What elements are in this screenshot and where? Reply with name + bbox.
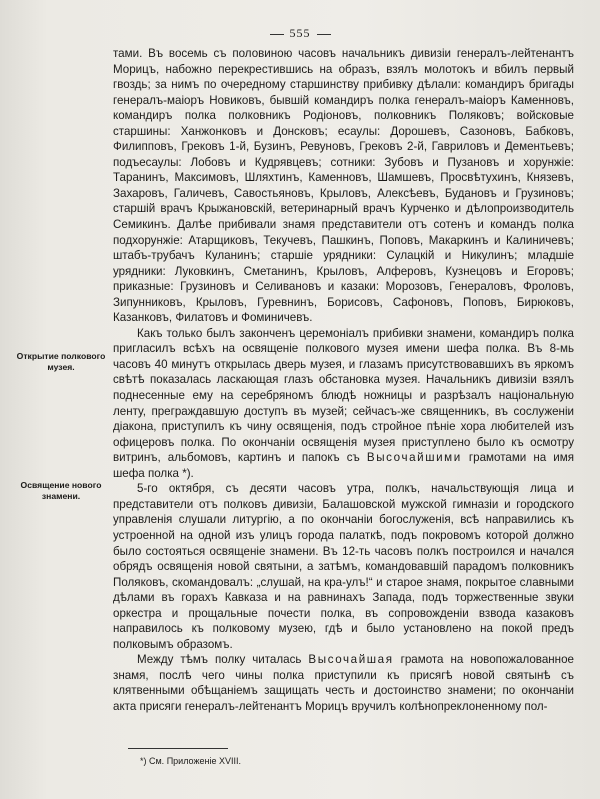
paragraph-museum-end: грамотами на имя шефа полка *). [113, 451, 574, 480]
paragraph-oath-text: Между тѣмъ полку читалась [137, 653, 302, 667]
paragraph-consecration: 5-го октября, съ десяти часовъ утра, полкъ, начальствующія лица и представители отъ полковъ дивизіи, Балашовской мужской гимназіи и городского управленія слушали литургію, а по окончаніи богослуженія, всѣ направились къ устроенной на одной изъ улицъ города палаткѣ, подъ покровомъ которой должно было состояться освященіе знамени. Въ 12-ть часовъ полкъ построился и начался обрядъ освященія новой святыни, а затѣмъ, командовавшій парадомъ полковникъ Поляковъ, скомандовалъ: „слушай, на кра-улъ!“ и старое знамя, покрытое славными дѣлами въ горахъ Кавказа и на равнинахъ Запада, подъ торжественные звуки оркестра и прощальные почести полка, въ сопровожденіи взвода казаковъ направилось къ полковому музею, гдѣ и было установлено на покой предъ полковымъ образомъ. [113, 482, 574, 651]
page-number-dash-right [317, 34, 331, 35]
paragraph-museum [113, 326, 574, 481]
paragraph-oath-spaced: Высочайшая [308, 653, 394, 667]
footnote-divider [128, 748, 228, 749]
body-text [113, 46, 574, 715]
paragraph-oath [113, 652, 574, 714]
paragraph-museum-spaced: Высочайшими [366, 451, 462, 465]
page-number [0, 26, 600, 41]
page-number-dash-left [270, 34, 284, 35]
footnote: *) См. Приложеніе XVIII. [140, 756, 241, 766]
margin-note-banner: Освящение нового знамени. [20, 480, 102, 501]
page-number-text: 555 [289, 26, 311, 40]
paragraph-oath-end: грамота на новопожалованное знамя, послѣ чего чины полка приступили къ присягѣ новой святынѣ съ клятвенными обѣщаніемъ защищать честь и достоинство знамени; по окончаніи акта присяги генералъ-лейтенантъ Морицъ вручилъ колѣнопреклоненному пол- [113, 653, 574, 713]
paragraph-museum-text: Какъ только былъ законченъ церемоніалъ прибивки знамени, командиръ полка пригласилъ всѣхъ на освященіе полкового музея имени шефа полка. Въ 8-мь часовъ 40 минутъ открылась дверь музея, и глазамъ присутствовавшихъ въ яркомъ свѣтѣ показалась ласкающая глазъ обстановка музея. Начальникъ дивизіи взялъ поднесенные ему на серебряномъ блюдѣ ножницы и разрѣзалъ національную ленту, преграждавшую доступъ въ музей; сейчасъ-же священникъ, въ сослуженіи діакона, приступилъ къ чину освященія, подъ стройное пѣніе хора любителей изъ офицеровъ полка. По окончаніи освященія музея приступлено было къ осмотру витринъ, альбомовъ, картинъ и папокъ съ [113, 326, 574, 465]
paragraph-nailing: тами. Въ восемь съ половиною часовъ начальникъ дивизіи генералъ-лейтенантъ Морицъ, набожно перекрестившись на образъ, взялъ молотокъ и вбилъ первый гвоздь; за нимъ по очередному старшинству прибивку дѣлали: командиръ бригады генералъ-маіоръ Новиковъ, бывшій командиръ полка генералъ-маіоръ Каменновъ, командиръ полка полковникъ Родіоновъ, полковникъ Поляковъ; войсковые старшины: Ханжонковъ и Донсковъ; есаулы: Дорошевъ, Сазоновъ, Бабковъ, Филипповъ, Грековъ 1-й, Бузинъ, Ревуновъ, Грековъ 2-й, Гавриловъ и Дементьевъ; подъесаулы: Лобовъ и Кудрявцевъ; сотники: Зубовъ и Пузановъ и хорунжіе: Таранинъ, Максимовъ, Шляхтинъ, Каменновъ, Шамшевъ, Просвѣтухинъ, Князевъ, Захаровъ, Галичевъ, Савостьяновъ, Крыловъ, Алексѣевъ, Будановъ и Грузиновъ; старшій врачъ Крыжановскій, ветеринарный врачъ Курченко и дѣлопроизводитель Семикинъ. Далѣе прибивали знамя представители отъ сотенъ и командъ полка подхорунжіе: Атарщиковъ, Текучевъ, Пашкинъ, Поповъ, Макаркинъ и Калиничевъ; штабъ-трубачъ Куланинъ; старшіе урядники: Сулацкій и Никулинъ; младшіе урядники: Луковкинъ, Сметанинъ, Крыловъ, Алферовъ, Кузнецовъ и Егоровъ; приказные: Грузиновъ и Селивановъ и казаки: Морозовъ, Генераловъ, Фроловъ, Зипунниковъ, Крыловъ, Гуревнинъ, Борисовъ, Сафоновъ, Поповъ, Бирюковъ, Казанковъ, Филатовъ и Фоминичевъ. [113, 47, 574, 325]
margin-note-museum: Открытие полкового музея. [16, 351, 106, 372]
